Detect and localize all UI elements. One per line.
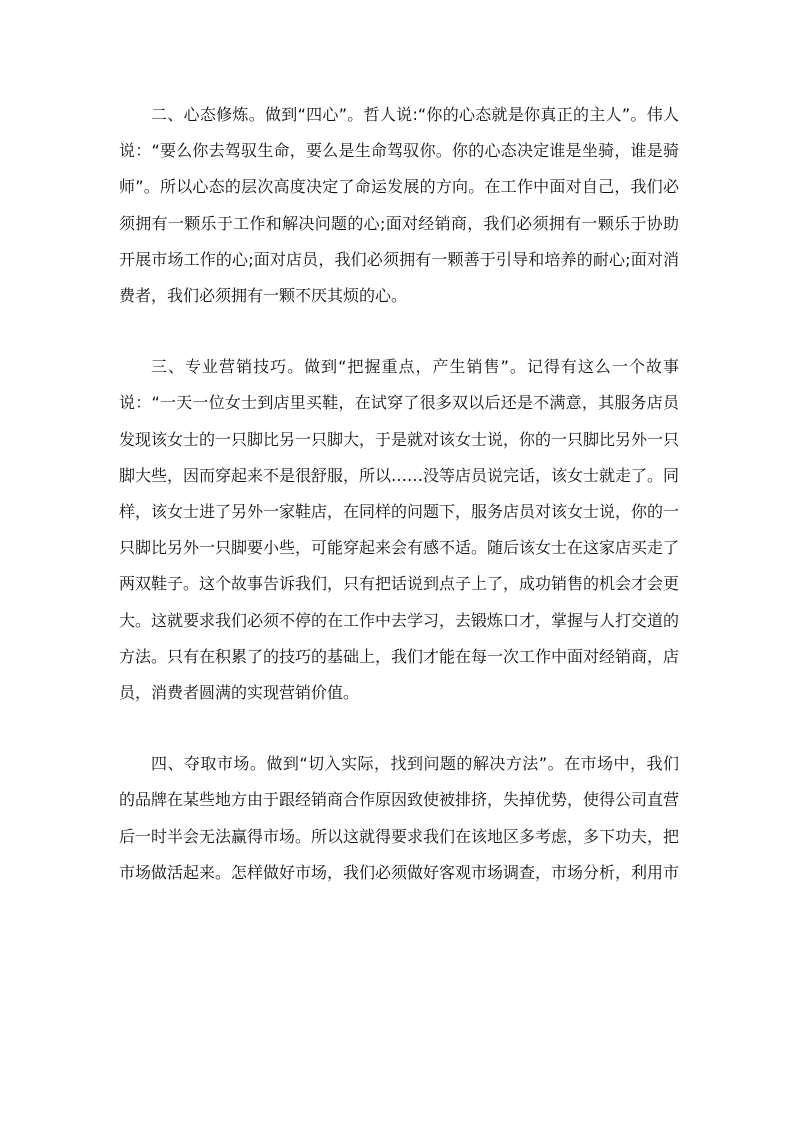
paragraph-market: 四、夺取市场。做到“切入实际，找到问题的解决方法”。在市场中，我们的品牌在某些地方由于跟经销商合作原因致使被排挤，失掉优势，使得公司直营后一时半会无法赢得市场。所以这就得要求我们在该地区多考虑，多下功夫，把市场做活起来。怎样做好市场，我们必须做好客观市场调查，市场分析，利用市 [119,754,680,882]
paragraph-mindset: 二、心态修炼。做到“四心”。哲人说:“你的心态就是你真正的主人”。伟人说：“要么你去驾驭生命，要么是生命驾驭你。你的心态决定谁是坐骑，谁是骑师”。所以心态的层次高度决定了命运发展的方向。在工作中面对自己，我们必须拥有一颗乐于工作和解决问题的心;面对经销商，我们必须拥有一颗乐于协助开展市场工作的心;面对店员，我们必须拥有一颗善于引导和培养的耐心;面对消费者，我们必须拥有一颗不厌其烦的心。 [119,105,679,306]
document-body [119,97,679,891]
paragraph-sales-skills: 三、专业营销技巧。做到“把握重点，产生销售”。记得有这么一个故事说：“一天一位女士到店里买鞋，在试穿了很多双以后还是不满意，其服务店员发现该女士的一只脚比另一只脚大，于是就对该女士说，你的一只脚比另外一只脚大些，因而穿起来不是很舒服，所以……没等店员说完话，该女士就走了。同样，该女士进了另外一家鞋店，在同样的问题下，服务店员对该女士说，你的一只脚比另外一只脚要小些，可能穿起来会有感不适。随后该女士在这家店买走了两双鞋子。这个故事告诉我们，只有把话说到点子上了，成功销售的机会才会更大。这就要求我们必须不停的在工作中去学习，去锻炼口才，掌握与人打交道的方法。只有在积累了的技巧的基础上，我们才能在每一次工作中面对经销商，店员，消费者圆满的实现营销价值。 [119,357,680,703]
